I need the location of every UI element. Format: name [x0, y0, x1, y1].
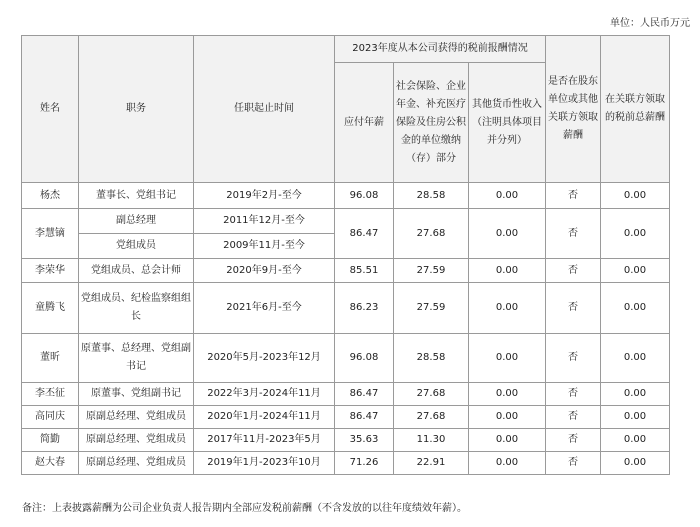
- cell-name: 高同庆: [22, 406, 79, 429]
- cell-related-total: 0.00: [601, 209, 670, 259]
- cell-social: 27.68: [394, 406, 469, 429]
- header-name: 姓名: [22, 36, 79, 183]
- cell-social: 27.68: [394, 209, 469, 259]
- header-salary: 应付年薪: [335, 63, 394, 183]
- header-social: 社会保险、企业年金、补充医疗保险及住房公积金的单位缴纳（存）部分: [394, 63, 469, 183]
- cell-social: 27.68: [394, 383, 469, 406]
- header-term: 任职起止时间: [194, 36, 335, 183]
- cell-salary: 85.51: [335, 259, 394, 283]
- cell-position: 副总经理: [79, 209, 194, 234]
- cell-term: 2022年3月-2024年11月: [194, 383, 335, 406]
- table-row: [22, 406, 670, 429]
- cell-related: 否: [546, 452, 601, 475]
- cell-name: 童腾飞: [22, 283, 79, 334]
- cell-other: 0.00: [469, 209, 546, 259]
- header-other: 其他货币性收入（注明具体项目并分列）: [469, 63, 546, 183]
- cell-related-total: 0.00: [601, 383, 670, 406]
- header-group-title: 2023年度从本公司获得的税前报酬情况: [335, 36, 546, 63]
- cell-related: 否: [546, 334, 601, 383]
- cell-related: 否: [546, 406, 601, 429]
- cell-other: 0.00: [469, 334, 546, 383]
- table-row: [22, 259, 670, 283]
- cell-other: 0.00: [469, 383, 546, 406]
- cell-position: 党组成员: [79, 234, 194, 259]
- cell-related: 否: [546, 259, 601, 283]
- cell-other: 0.00: [469, 406, 546, 429]
- cell-term: 2019年1月-2023年10月: [194, 452, 335, 475]
- cell-salary: 86.23: [335, 283, 394, 334]
- cell-related: 否: [546, 429, 601, 452]
- table-row: [22, 209, 670, 234]
- table-row: [22, 429, 670, 452]
- cell-name: 赵大春: [22, 452, 79, 475]
- cell-name: 杨杰: [22, 183, 79, 209]
- cell-related-total: 0.00: [601, 183, 670, 209]
- cell-name: 简勤: [22, 429, 79, 452]
- table-header: [22, 36, 670, 183]
- cell-related-total: 0.00: [601, 334, 670, 383]
- unit-label: 单位：人民币万元: [610, 18, 690, 29]
- cell-other: 0.00: [469, 183, 546, 209]
- table-row: [22, 383, 670, 406]
- cell-position: 董事长、党组书记: [79, 183, 194, 209]
- header-position: 职务: [79, 36, 194, 183]
- cell-position: 原副总经理、党组成员: [79, 406, 194, 429]
- header-related-total: 在关联方领取的税前总薪酬: [601, 36, 670, 183]
- compensation-table: [21, 35, 670, 475]
- footnote: 备注：上表披露薪酬为公司企业负责人报告期内全部应发税前薪酬（不含发放的以往年度绩效年薪）。: [22, 503, 467, 514]
- cell-position: 原副总经理、党组成员: [79, 429, 194, 452]
- cell-related: 否: [546, 209, 601, 259]
- cell-term: 2019年2月-至今: [194, 183, 335, 209]
- cell-social: 27.59: [394, 259, 469, 283]
- cell-term: 2020年5月-2023年12月: [194, 334, 335, 383]
- cell-name: 董昕: [22, 334, 79, 383]
- cell-salary: 96.08: [335, 183, 394, 209]
- cell-related: 否: [546, 383, 601, 406]
- cell-related: 否: [546, 183, 601, 209]
- cell-position: 党组成员、总会计师: [79, 259, 194, 283]
- cell-salary: 86.47: [335, 209, 394, 259]
- cell-salary: 86.47: [335, 406, 394, 429]
- cell-salary: 35.63: [335, 429, 394, 452]
- cell-term: 2009年11月-至今: [194, 234, 335, 259]
- cell-other: 0.00: [469, 452, 546, 475]
- cell-related-total: 0.00: [601, 406, 670, 429]
- cell-term: 2020年1月-2024年11月: [194, 406, 335, 429]
- cell-related-total: 0.00: [601, 452, 670, 475]
- cell-position: 原副总经理、党组成员: [79, 452, 194, 475]
- cell-name: 李荣华: [22, 259, 79, 283]
- cell-related-total: 0.00: [601, 259, 670, 283]
- cell-related-total: 0.00: [601, 429, 670, 452]
- table-row: [22, 183, 670, 209]
- header-related-party: 是否在股东单位或其他关联方领取薪酬: [546, 36, 601, 183]
- table-row: [22, 283, 670, 334]
- cell-social: 28.58: [394, 183, 469, 209]
- cell-social: 27.59: [394, 283, 469, 334]
- cell-term: 2021年6月-至今: [194, 283, 335, 334]
- cell-related-total: 0.00: [601, 283, 670, 334]
- cell-name: 李慧镝: [22, 209, 79, 259]
- cell-related: 否: [546, 283, 601, 334]
- cell-social: 11.30: [394, 429, 469, 452]
- cell-term: 2017年11月-2023年5月: [194, 429, 335, 452]
- cell-position: 党组成员、纪检监察组组长: [79, 283, 194, 334]
- cell-salary: 71.26: [335, 452, 394, 475]
- cell-position: 原董事、党组副书记: [79, 383, 194, 406]
- cell-other: 0.00: [469, 429, 546, 452]
- cell-term: 2011年12月-至今: [194, 209, 335, 234]
- table-row: [22, 334, 670, 383]
- cell-name: 李丕征: [22, 383, 79, 406]
- cell-social: 28.58: [394, 334, 469, 383]
- cell-other: 0.00: [469, 259, 546, 283]
- table-row: [22, 452, 670, 475]
- cell-other: 0.00: [469, 283, 546, 334]
- table-body: [22, 183, 670, 475]
- cell-salary: 86.47: [335, 383, 394, 406]
- cell-position: 原董事、总经理、党组副书记: [79, 334, 194, 383]
- cell-social: 22.91: [394, 452, 469, 475]
- cell-salary: 96.08: [335, 334, 394, 383]
- cell-term: 2020年9月-至今: [194, 259, 335, 283]
